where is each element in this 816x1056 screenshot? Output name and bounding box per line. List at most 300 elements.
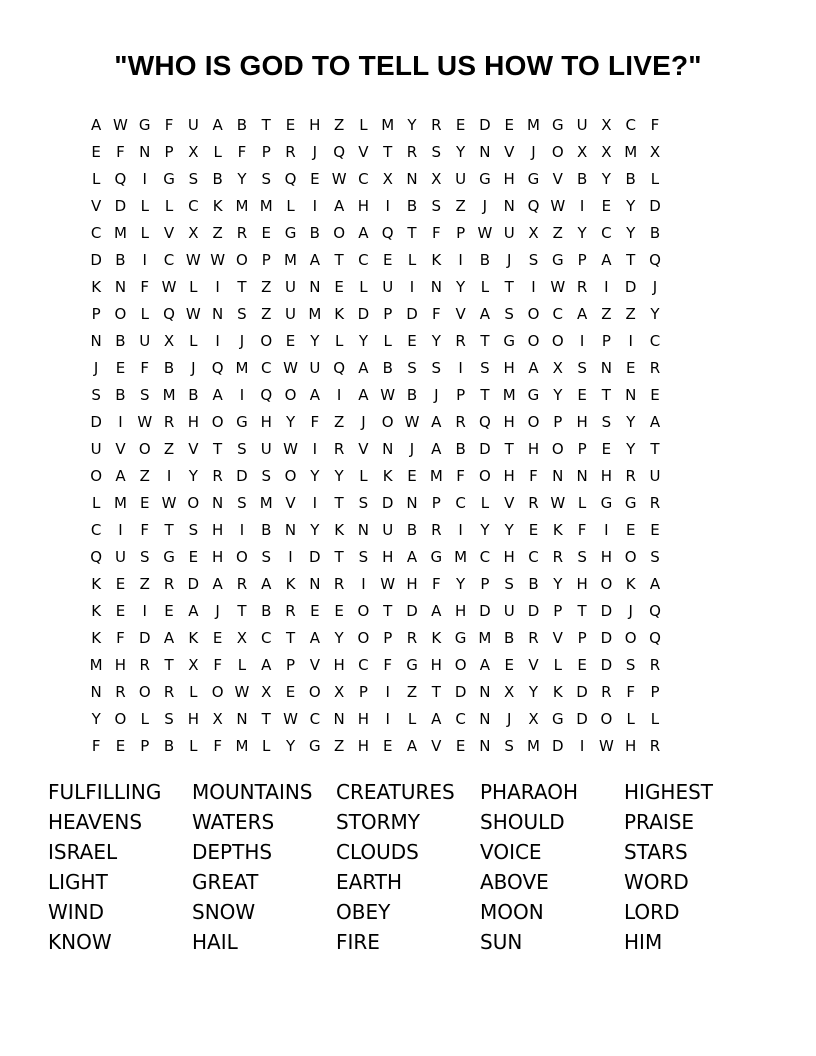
grid-letter: D [600,602,613,620]
grid-letter: E [504,116,514,134]
grid-letter: C [528,548,539,566]
grid-letter: Y [601,170,611,188]
grid-letter: Z [333,116,345,134]
grid-letter: S [261,548,271,566]
grid-letter: J [361,413,366,431]
grid-letter: X [576,143,588,161]
grid-letter: W [283,710,298,728]
grid-letter: I [288,548,293,566]
grid-letter: K [625,575,636,593]
grid-letter: E [115,737,126,755]
grid-letter: T [626,251,636,269]
grid-letter: E [212,629,223,647]
puzzle-title: "WHO IS GOD TO TELL US HOW TO LIVE?" [114,50,702,81]
grid-letter: K [91,278,102,296]
grid-letter: L [480,494,490,512]
grid-letter: M [235,359,249,377]
grid-letter: F [310,413,320,431]
grid-letter: N [625,386,637,404]
grid-letter: I [215,332,220,350]
grid-letter: Y [504,521,514,539]
grid-letter: K [552,683,563,701]
grid-letter: A [115,467,126,485]
grid-letter: S [188,521,199,539]
grid-letter: O [527,413,540,431]
grid-letter: G [138,116,151,134]
grid-letter: E [625,359,636,377]
grid-letter: A [358,359,369,377]
grid-letter: G [600,494,613,512]
grid-letter: A [358,224,369,242]
grid-letter: A [333,197,345,215]
grid-letter: N [212,494,224,512]
grid-letter: L [140,197,149,215]
grid-letter: D [138,629,151,647]
word-list-item: FIRE [336,930,380,954]
grid-letter: N [309,278,321,296]
grid-letter: R [649,737,661,755]
grid-letter: S [577,548,587,566]
grid-letter: T [504,440,514,458]
grid-letter: H [187,710,199,728]
grid-letter: R [139,656,150,674]
grid-letter: A [601,251,612,269]
grid-letter: J [531,143,536,161]
grid-row [84,355,732,382]
grid-letter: U [576,116,588,134]
grid-letter: Y [91,710,101,728]
grid-letter: T [383,143,393,161]
grid-letter: O [211,683,224,701]
grid-letter: X [188,224,199,242]
grid-letter: Z [333,737,345,755]
grid-letter: E [285,332,296,350]
grid-letter: D [527,602,540,620]
grid-letter: F [456,467,465,485]
grid-letter: M [502,386,516,404]
grid-letter: H [309,116,321,134]
word-list-item: FULFILLING [48,780,162,804]
grid-letter: O [624,548,637,566]
grid-letter: N [333,710,345,728]
grid-letter: T [480,386,490,404]
grid-letter: R [406,143,418,161]
grid-letter: M [89,656,103,674]
grid-letter: P [261,143,271,161]
grid-letter: A [406,737,418,755]
grid-letter: U [503,224,515,242]
grid-letter: Y [456,278,466,296]
grid-letter: S [139,548,150,566]
grid-letter: Y [650,305,660,323]
grid-letter: E [577,386,587,404]
grid-letter: D [552,737,564,755]
grid-letter: U [285,305,297,323]
grid-letter: B [382,359,393,377]
grid-letter: O [600,575,613,593]
grid-letter: I [458,251,463,269]
grid-letter: C [479,548,491,566]
grid-letter: U [114,548,126,566]
grid-letter: O [527,332,540,350]
grid-letter: O [236,251,248,269]
grid-letter: Q [333,143,346,161]
grid-letter: U [382,278,394,296]
word-list-item: ISRAEL [48,840,118,864]
grid-letter: R [649,359,661,377]
grid-letter: C [358,656,369,674]
grid-letter: U [285,278,297,296]
grid-letter: H [503,467,515,485]
grid-letter: I [385,683,390,701]
grid-letter: I [312,440,318,458]
grid-letter: B [115,332,126,350]
grid-letter: L [626,710,635,728]
grid-letter: F [140,521,150,539]
grid-letter: L [189,278,198,296]
grid-letter: O [551,143,564,161]
grid-letter: N [90,683,102,701]
grid-letter: T [504,278,514,296]
grid-letter: L [334,332,344,350]
grid-letter: N [382,440,394,458]
grid-letter: O [138,683,151,701]
grid-letter: E [115,359,126,377]
grid-letter: V [455,305,466,323]
grid-letter: C [163,251,175,269]
grid-letter: S [358,548,369,566]
grid-letter: W [550,278,566,296]
grid-letter: R [285,143,296,161]
grid-letter: Y [456,143,466,161]
word-list-item: HEAVENS [48,810,143,834]
grid-letter: A [163,629,175,647]
grid-letter: P [650,683,660,701]
grid-letter: D [406,602,418,620]
grid-letter: E [601,440,612,458]
grid-letter: T [261,116,271,134]
grid-letter: A [406,548,418,566]
grid-letter: Y [334,467,344,485]
grid-letter: F [213,656,222,674]
grid-letter: L [650,170,660,188]
grid-letter: G [551,710,564,728]
grid-letter: G [163,170,175,188]
grid-letter: R [333,575,345,593]
grid-letter: K [91,575,102,593]
grid-letter: V [431,737,442,755]
grid-letter: T [480,332,490,350]
grid-letter: L [237,656,247,674]
grid-letter: X [333,683,345,701]
grid-letter: B [528,575,539,593]
grid-letter: R [236,575,248,593]
grid-letter: N [114,278,127,296]
grid-letter: Y [358,332,368,350]
grid-letter: O [90,467,103,485]
grid-letter: Z [455,197,466,215]
grid-letter: Z [261,305,272,323]
grid-letter: E [140,494,150,512]
grid-letter: B [188,386,199,404]
grid-letter: F [529,467,538,485]
grid-letter: J [628,602,633,620]
grid-letter: P [480,575,490,593]
grid-letter: N [552,467,564,485]
grid-letter: L [359,278,368,296]
grid-row [84,463,732,490]
grid-letter: I [142,602,147,620]
grid-letter: R [455,332,466,350]
grid-letter: Y [285,413,296,431]
grid-letter: L [189,737,198,755]
grid-letter: U [260,440,272,458]
grid-letter: D [479,440,491,458]
grid-row [84,490,732,517]
grid-letter: I [312,494,318,512]
grid-letter: W [550,494,566,512]
grid-letter: B [625,170,636,188]
grid-letter: S [237,305,247,323]
grid-letter: Z [601,305,612,323]
grid-letter: E [625,521,636,539]
grid-letter: L [577,494,587,512]
grid-letter: J [506,710,512,728]
grid-letter: M [259,197,273,215]
grid-letter: M [259,494,273,512]
grid-row [84,274,732,301]
grid-letter: S [358,494,369,512]
word-list-item: OBEY [336,900,391,924]
grid-letter: H [576,413,588,431]
grid-letter: X [552,359,563,377]
grid-letter: B [504,629,515,647]
grid-letter: C [455,494,466,512]
grid-letter: A [479,305,491,323]
grid-letter: G [309,737,321,755]
grid-letter: C [188,197,199,215]
grid-letter: S [650,548,660,566]
grid-letter: E [285,683,296,701]
grid-letter: O [138,440,151,458]
grid-letter: A [431,602,442,620]
grid-letter: B [261,602,272,620]
grid-letter: S [164,710,174,728]
grid-letter: A [649,413,661,431]
grid-letter: D [479,602,491,620]
grid-letter: R [601,683,612,701]
grid-letter: D [114,197,127,215]
grid-letter: X [528,224,539,242]
grid-letter: N [430,278,442,296]
grid-letter: C [455,710,466,728]
grid-letter: Q [284,170,297,188]
grid-letter: Y [626,197,636,215]
grid-letter: T [431,683,441,701]
grid-letter: T [237,278,247,296]
grid-letter: Z [333,413,345,431]
grid-letter: O [284,467,297,485]
grid-letter: O [284,386,297,404]
grid-letter: S [480,359,490,377]
grid-letter: E [577,656,587,674]
grid-letter: C [260,629,272,647]
grid-letter: P [601,332,611,350]
grid-letter: X [188,143,199,161]
grid-letter: W [137,413,153,431]
grid-letter: R [552,548,563,566]
grid-letter: D [187,575,200,593]
grid-letter: P [456,386,466,404]
grid-letter: A [358,386,369,404]
grid-letter: A [479,656,491,674]
grid-letter: H [357,710,370,728]
grid-letter: C [90,224,102,242]
grid-letter: S [237,494,247,512]
grid-letter: V [91,197,102,215]
grid-letter: U [90,440,102,458]
grid-row [84,328,732,355]
grid-letter: K [382,467,393,485]
grid-letter: Q [649,629,661,647]
grid-letter: E [285,116,296,134]
grid-letter: M [527,737,540,755]
grid-letter: E [601,197,612,215]
grid-letter: C [90,521,102,539]
word-list-item: LORD [624,900,680,924]
grid-letter: Q [90,548,103,566]
grid-letter: E [261,224,271,242]
grid-letter: S [188,170,199,188]
grid-letter: Z [625,305,636,323]
grid-letter: M [308,305,322,323]
grid-letter: O [357,629,370,647]
grid-letter: H [260,413,272,431]
grid-letter: N [284,521,297,539]
grid-letter: A [212,575,223,593]
grid-letter: E [504,656,514,674]
grid-letter: I [579,197,585,215]
grid-letter: D [309,548,321,566]
grid-letter: N [406,170,418,188]
grid-letter: I [531,278,536,296]
grid-letter: D [406,305,418,323]
grid-letter: E [115,602,126,620]
grid-letter: I [361,575,366,593]
grid-letter: D [357,305,370,323]
grid-letter: F [431,575,441,593]
grid-letter: E [115,575,126,593]
word-list-item: WIND [48,900,105,924]
grid-letter: A [576,305,588,323]
grid-letter: X [261,683,272,701]
grid-letter: T [601,386,611,404]
grid-letter: A [212,386,223,404]
grid-row [84,517,732,544]
grid-letter: W [185,251,201,269]
grid-letter: A [91,116,102,134]
grid-letter: W [234,683,250,701]
grid-letter: Y [626,440,636,458]
grid-letter: L [140,224,149,242]
grid-letter: C [625,116,636,134]
grid-letter: N [503,197,515,215]
grid-letter: Y [334,629,344,647]
grid-letter: V [285,494,296,512]
grid-letter: P [164,143,174,161]
grid-letter: E [455,737,466,755]
grid-letter: P [553,413,563,431]
grid-letter: X [528,710,539,728]
grid-letter: I [166,467,172,485]
grid-letter: X [649,143,661,161]
grid-letter: D [576,683,588,701]
grid-letter: U [382,521,394,539]
grid-letter: P [577,440,587,458]
grid-letter: M [454,548,468,566]
grid-letter: J [239,332,245,350]
word-list-item: LIGHT [48,870,108,894]
grid-letter: N [479,737,491,755]
grid-letter: H [454,602,467,620]
grid-letter: L [189,683,198,701]
grid-letter: F [650,116,660,134]
grid-letter: H [187,413,199,431]
grid-letter: L [359,467,368,485]
grid-letter: V [358,143,369,161]
grid-letter: K [91,629,102,647]
grid-letter: B [236,116,248,134]
grid-letter: Y [431,332,441,350]
grid-letter: A [309,629,320,647]
grid-letter: P [358,683,368,701]
grid-letter: T [650,440,660,458]
grid-letter: D [624,278,637,296]
grid-letter: E [407,467,417,485]
grid-letter: Q [527,197,540,215]
grid-letter: S [407,359,417,377]
grid-letter: S [261,170,271,188]
grid-letter: U [139,332,151,350]
grid-letter: O [551,440,564,458]
grid-row [84,112,732,139]
grid-letter: W [404,413,420,431]
grid-letter: H [625,737,637,755]
grid-letter: J [215,602,220,620]
grid-letter: Z [139,575,150,593]
grid-letter: I [579,737,585,755]
grid-letter: S [431,197,442,215]
grid-letter: C [358,251,369,269]
word-list-item: HIM [624,930,663,954]
grid-letter: F [577,521,587,539]
grid-letter: Y [456,575,466,593]
grid-letter: V [115,440,126,458]
grid-letter: W [380,575,396,593]
grid-letter: L [359,116,368,134]
grid-letter: S [504,575,514,593]
grid-letter: H [211,548,224,566]
grid-letter: E [455,116,466,134]
word-list-item: VOICE [480,840,542,864]
grid-letter: T [334,494,344,512]
grid-letter: H [382,548,394,566]
grid-letter: F [140,278,150,296]
grid-letter: Z [406,683,418,701]
grid-letter: E [334,278,344,296]
grid-letter: K [431,629,442,647]
grid-letter: B [479,251,491,269]
